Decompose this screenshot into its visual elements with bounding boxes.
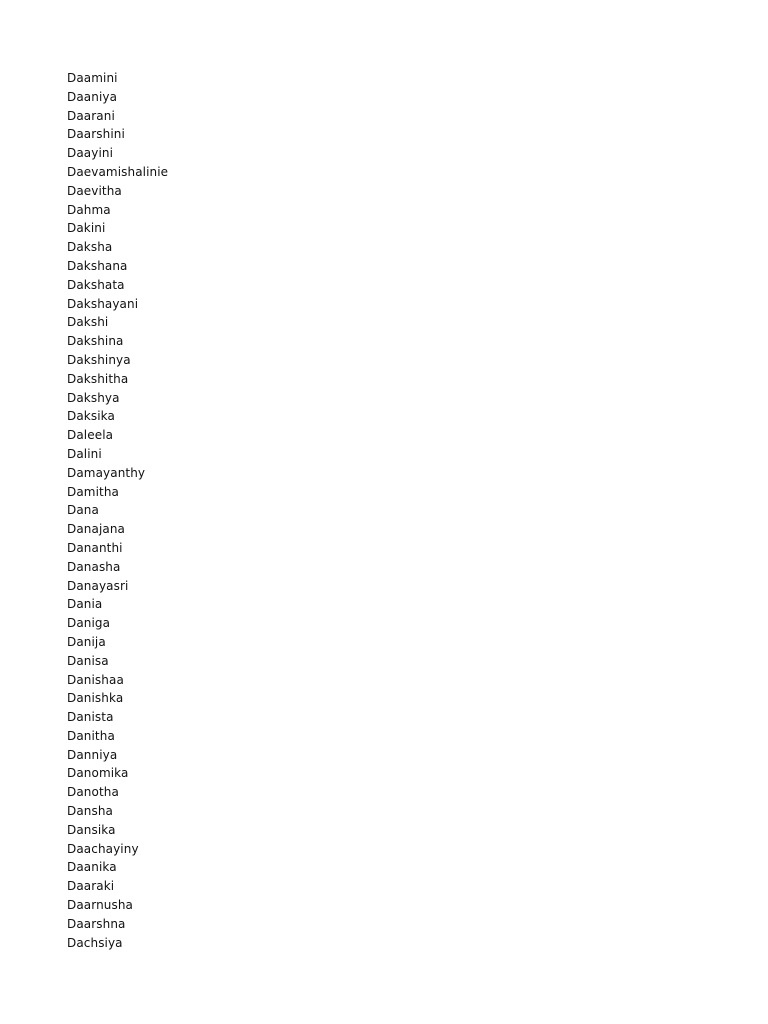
list-item-name: Danishka xyxy=(67,691,124,706)
list-item-name: Dakshitha xyxy=(67,371,129,386)
list-item-name: Daarani xyxy=(67,108,115,123)
list-item-name: Danayasri xyxy=(67,578,129,593)
list-item-name: Daaniya xyxy=(67,89,118,104)
list-item-name: Daleela xyxy=(67,428,114,443)
list-item-name: Danniya xyxy=(67,747,118,762)
list-item-name: Damayanthy xyxy=(67,465,146,480)
list-item-name: Daarshini xyxy=(67,127,125,142)
list-item-name: Dansika xyxy=(67,822,116,837)
list-item-name: Daevamishalinie xyxy=(67,164,169,179)
list-item-name: Dakini xyxy=(67,221,106,236)
list-item-name: Dalini xyxy=(67,446,102,461)
list-item-name: Dakshi xyxy=(67,315,109,330)
list-item-name: Danotha xyxy=(67,785,119,800)
list-item-name: Danija xyxy=(67,634,106,649)
list-item-name: Daksika xyxy=(67,409,115,424)
list-item-name: Danitha xyxy=(67,728,115,743)
list-item-name: Danajana xyxy=(67,522,125,537)
list-item-name: Dakshana xyxy=(67,258,128,273)
list-item-name: Dakshinya xyxy=(67,352,131,367)
list-item-name: Dakshya xyxy=(67,390,120,405)
list-item-name: Dananthi xyxy=(67,540,123,555)
name-list xyxy=(67,69,168,952)
list-item-name: Daamini xyxy=(67,71,118,85)
list-item-name: Daksha xyxy=(67,240,113,255)
list-item-name: Dachsiya xyxy=(67,935,123,950)
list-item-name: Daaraki xyxy=(67,879,115,894)
list-item-name: Danista xyxy=(67,710,114,725)
list-item-name: Dakshata xyxy=(67,277,125,292)
list-item-name: Dakshayani xyxy=(67,296,139,311)
list-item-name: Damitha xyxy=(67,484,119,499)
list-item-name: Daarnusha xyxy=(67,898,133,913)
list-item-name: Daniga xyxy=(67,616,111,631)
list-item-name: Daanika xyxy=(67,860,117,875)
list-item-name: Danasha xyxy=(67,559,121,574)
list-item-name: Dahma xyxy=(67,202,111,217)
list-item-name: Dana xyxy=(67,503,99,518)
list-item-name: Danishaa xyxy=(67,672,124,687)
list-item-name: Daachayiny xyxy=(67,841,139,856)
list-item-name: Danisa xyxy=(67,653,109,668)
list-item-name: Daayini xyxy=(67,146,114,161)
list-item-name: Daarshna xyxy=(67,916,126,931)
list-item-name: Daevitha xyxy=(67,183,122,198)
list-item-name: Dansha xyxy=(67,804,114,819)
list-item-name: Dakshina xyxy=(67,334,124,349)
list-item-name: Dania xyxy=(67,597,103,612)
list-item-name: Danomika xyxy=(67,766,129,781)
